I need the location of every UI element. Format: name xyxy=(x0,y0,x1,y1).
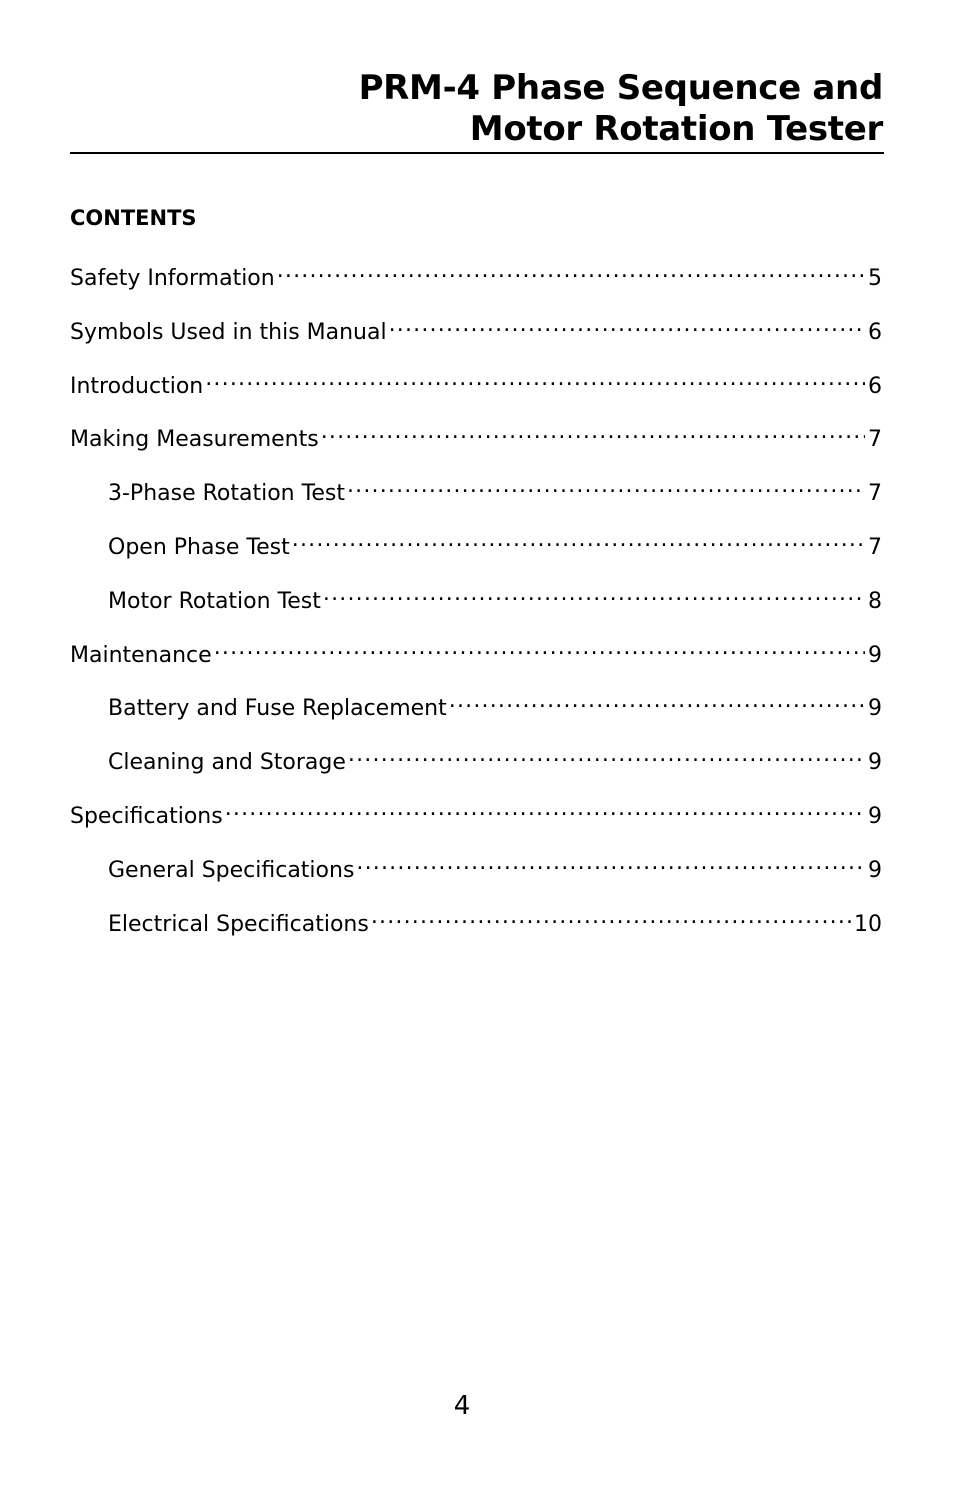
dot-leader xyxy=(205,365,865,393)
toc-entry-electrical-specifications[interactable] xyxy=(70,903,882,957)
toc-entry-page: 9 xyxy=(868,642,882,668)
toc-entry-page: 10 xyxy=(854,911,882,937)
toc-entry-label: Introduction xyxy=(70,373,204,399)
toc-entry-cleaning-and-storage[interactable] xyxy=(70,741,882,795)
toc-entry-label: Specifications xyxy=(70,803,223,829)
toc-entry-label: Cleaning and Storage xyxy=(108,750,346,776)
page-number: 4 xyxy=(453,1391,471,1421)
toc-entry-label: Maintenance xyxy=(70,642,212,668)
dot-leader xyxy=(225,795,865,823)
toc-entry-label: Safety Information xyxy=(70,266,275,291)
toc-entry-page: 7 xyxy=(868,481,882,507)
dot-leader xyxy=(348,741,865,769)
title-divider xyxy=(70,152,884,154)
toc-entry-maintenance[interactable] xyxy=(70,634,882,688)
dot-leader xyxy=(323,580,865,608)
toc-entry-page: 8 xyxy=(868,588,882,614)
toc-entry-safety-information[interactable] xyxy=(70,257,882,311)
table-of-contents xyxy=(70,257,882,956)
dot-leader xyxy=(292,526,865,554)
toc-entry-3-phase-rotation-test[interactable] xyxy=(70,472,882,526)
title-line-2: Motor Rotation Tester xyxy=(469,109,883,149)
toc-entry-label: Electrical Specifications xyxy=(108,911,369,937)
toc-entry-page: 9 xyxy=(868,803,882,829)
dot-leader xyxy=(371,903,851,931)
toc-entry-introduction[interactable] xyxy=(70,365,882,419)
toc-entry-symbols-used[interactable] xyxy=(70,311,882,365)
contents-heading: CONTENTS xyxy=(70,206,197,230)
toc-entry-page: 7 xyxy=(868,534,882,560)
toc-entry-label: General Specifications xyxy=(108,857,355,883)
toc-entry-page: 9 xyxy=(868,696,882,722)
dot-leader xyxy=(321,418,865,446)
dot-leader xyxy=(356,849,865,877)
toc-entry-label: Symbols Used in this Manual xyxy=(70,319,387,345)
toc-entry-label: Open Phase Test xyxy=(108,534,290,560)
dot-leader xyxy=(214,634,865,662)
toc-entry-label: Battery and Fuse Replacement xyxy=(108,696,447,722)
toc-entry-page: 9 xyxy=(868,857,882,883)
toc-entry-page: 6 xyxy=(868,373,882,399)
toc-entry-page: 9 xyxy=(868,750,882,776)
toc-entry-specifications[interactable] xyxy=(70,795,882,849)
toc-entry-page: 7 xyxy=(868,427,882,453)
toc-entry-page: 6 xyxy=(868,319,882,345)
toc-entry-label: Making Measurements xyxy=(70,427,319,453)
title-line-1: PRM-4 Phase Sequence and xyxy=(358,68,883,108)
toc-entry-label: 3-Phase Rotation Test xyxy=(108,481,345,507)
dot-leader xyxy=(449,687,865,715)
toc-entry-battery-and-fuse-replacement[interactable] xyxy=(70,687,882,741)
document-title xyxy=(70,68,883,150)
dot-leader xyxy=(389,311,865,339)
toc-entry-making-measurements[interactable] xyxy=(70,418,882,472)
toc-entry-page: 5 xyxy=(868,266,882,291)
toc-entry-motor-rotation-test[interactable] xyxy=(70,580,882,634)
dot-leader xyxy=(277,257,865,285)
toc-entry-open-phase-test[interactable] xyxy=(70,526,882,580)
toc-entry-general-specifications[interactable] xyxy=(70,849,882,903)
dot-leader xyxy=(347,472,865,500)
toc-entry-label: Motor Rotation Test xyxy=(108,588,321,614)
